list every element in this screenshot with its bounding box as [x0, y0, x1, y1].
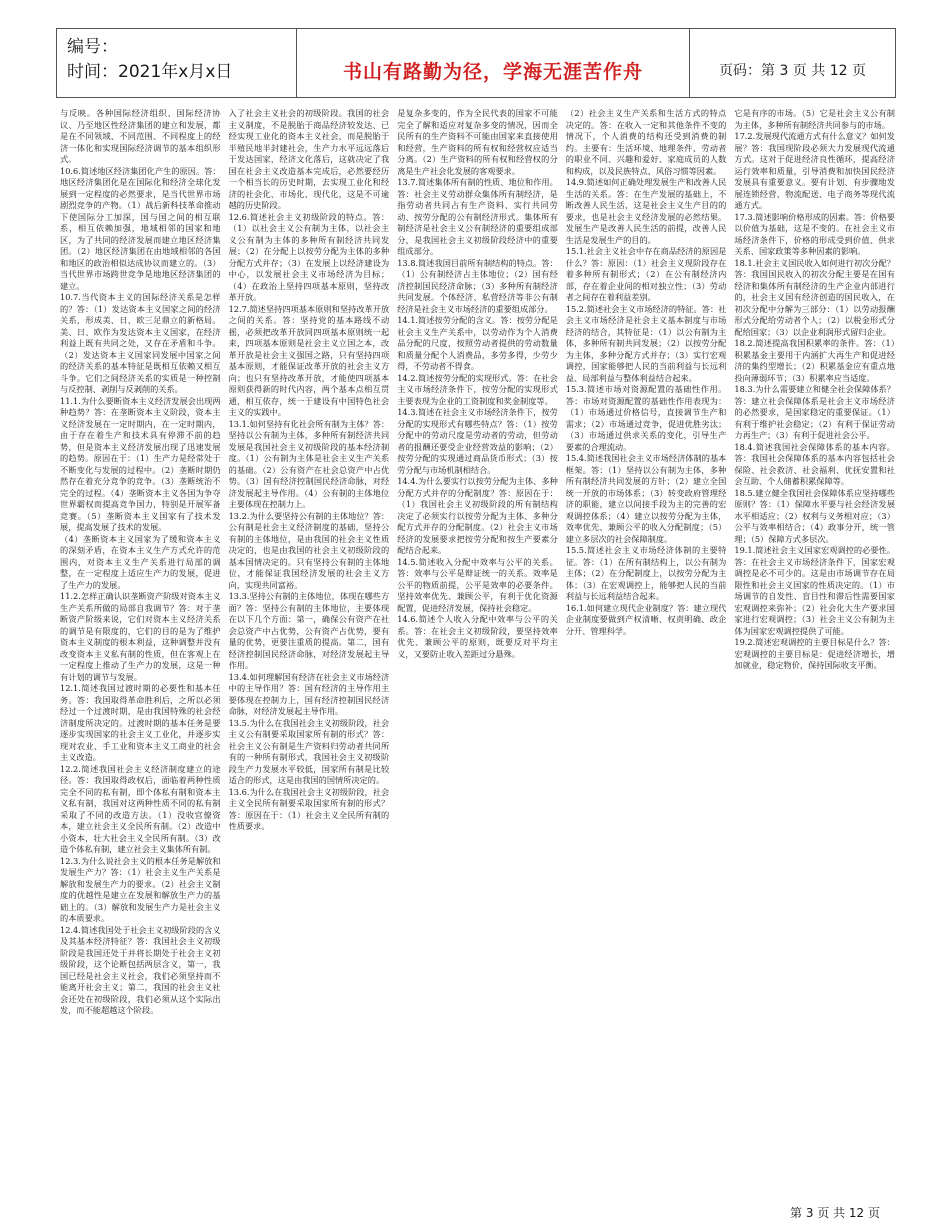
- paragraph: 14.9.简述如何正确处理发展生产和改善人民生活的关系。答：在生产发展的基础上，不断改善人民生活，这是社会主义生产目的的要求，也是社会主义经济发展的必然结果。发展生产是改善人民生活的前提，改善人民生活是发展生产的目的。: [565, 177, 727, 245]
- paragraph: 15.1.社会主义社会中存在商品经济的原因是什么？答：原因：（1）社会主义现阶段存在着多种所有制形式；（2）在公有制经济内部，存在着企业间的相对独立性；（3）劳动者之间存在着利益差别。: [565, 246, 727, 302]
- paragraph: 18.2.简述提高我国积累率的条件。答：（1）积累基金主要用于内涵扩大再生产和促进经济的集约型增长；（2）积累基金应有重点地投向薄弱环节；（3）积累率应当适度。: [734, 338, 895, 383]
- paragraph: 18.5.建立健全我国社会保障体系应坚持哪些原则？答：（1）保障水平要与社会经济发展水平相适应；（2）权利与义务相对应；（3）公平与效率相结合；（4）政事分开，统一管理；（5）保障方式多层次。: [734, 487, 895, 544]
- paragraph: 11.1.为什么要断资本主义经济发展会出现两种趋势？答：在垄断资本主义阶段，资本主义经济发展在一定时期内，在一定时期内，由于存在着生产和技术具有停滞不前的趋势，但是资本主义经济发展出现了迅速发展的趋势。原因在于：（1）生产力是经常处于不断变化与发展的过程中。（2）垄断时期仍然存在着充分竞争的竞争。（3）垄断统治不完全的过程。（4）垄断资本主义各国为争夺世界霸权而提高竞争国力，特别是开展军备竞赛。（5）垄断资本主义国家有了技术发展，提高发展了技术的发展。: [60, 395, 221, 532]
- time-label: 时间：2021年x月x日: [67, 62, 233, 82]
- paragraph: 14.5.简述收入分配中效率与公平的关系。答：效率与公平是辩证统一的关系。效率是公平的物质前提，公平是效率的必要条件。坚持效率优先、兼顾公平，有利于优化资源配置，促进经济发展，保持社会稳定。: [397, 556, 558, 613]
- paragraph: 13.5.为什么在我国社会主义初级阶段，社会主义公有制要采取国家所有制的形式？答：社会主义公有制是生产资料归劳动者共同所有的一种所有制形式，我国社会主义初级阶段生产力发展水平较低，国家所有制是比较适合的形式，这是由我国的国情所决定的。: [228, 717, 390, 785]
- text-column-2: [229, 108, 390, 1196]
- paragraph: 10.7.当代资本主义的国际经济关系是怎样的？答：（1）发达资本主义国家之间的经济关系，形成美、日、欧三足鼎立的新格局。美、日、欧作为发达资本主义国家，在经济利益上既有共同之处，又存在矛盾和斗争。（2）发达资本主义国家同发展中国家之间的经济关系的基本特征是既相互依赖又相互斗争。它们之间经济关系的实质是一种控制与反控制、剥削与反剥削的关系。: [60, 292, 221, 394]
- paragraph: 19.1.简述社会主义国家宏观调控的必要性。答：在社会主义市场经济条件下，国家宏观调控是必不可少的。这是由市场调节存在局限性和社会主义国家的性质决定的。（1）市场调节的自发性、盲目性和滞后性需要国家宏观调控来弥补；（2）社会化大生产要求国家进行宏观调控；（3）社会主义公有制为主体为国家宏观调控提供了可能。: [734, 545, 895, 636]
- paragraph: 15.3.简述市场对资源配置的基础性作用。答：市场对资源配置的基础性作用表现为：（1）市场通过价格信号，直接调节生产和需求；（2）市场通过竞争，促进优胜劣汰；（3）市场通过供求关系的变化，引导生产要素的合理流动。: [565, 384, 727, 452]
- paragraph: 它是有序的市场。（5）它是社会主义公有制为主体，多种所有制经济共同参与的市场。: [734, 108, 895, 130]
- text-column-4: [566, 108, 727, 1196]
- paragraph: 12.6.简述社会主义初级阶段的特点。答：（1）以社会主义公有制为主体，以社会主义公有制为主体的多种所有制经济共同发展；（2）在分配上以按劳分配为主体的多种分配方式并存；（3）在发展上以经济建设为中心，以发展社会主义市场经济为目标；（4）在政治上坚持四项基本原则，坚持改革开放。: [228, 211, 390, 302]
- header-meta: [57, 29, 297, 97]
- page-footer: 第 3 页 共 12 页: [790, 1206, 880, 1220]
- body-columns: [60, 108, 895, 1196]
- paragraph: 17.2.发展现代流通方式有什么意义？如何发展？答：我国现阶段必须大力发展现代流通方式。这对于促进经济良性循环，提高经济运行效率和质量，引导消费和加快国民经济发展具有重要意义。要有计划、有步骤地发展连锁经营、物流配送、电子商务等现代流通方式。: [734, 131, 895, 210]
- paragraph: 与反映。各种国际经济组织、国际经济协议、乃至地区性经济集团的建立和发展，都是在不同领域、不同范围、不同程度上的经济一体化和实现国际经济调节的基本组织形式。: [60, 108, 221, 164]
- paragraph: 12.2.简述我国社会主义经济制度建立的途径。答：我国取得政权后，面临着两种性质完全不同的私有制，即个体私有制和资本主义私有制，我国对这两种性质不同的私有制采取了不同的改造方法。（1）没收官僚资本，建立社会主义全民所有制。（2）改造中小资本，壮大社会主义全民所有制。（3）改造个体私有制，建立社会主义集体所有制。: [60, 763, 221, 854]
- paragraph: （2）社会主义生产关系和生活方式的特点决定的。答：在收入一定和其他条件不变的情况下，个人消费的结构还受到消费的制约。主要有：生活环境、地理条件、劳动者的职业不同、兴趣和爱好、家庭成员的人数和构成，以及民族特点、风俗习惯等因素。: [565, 108, 727, 176]
- text-column-5: [734, 108, 895, 1196]
- paragraph: 15.2.简述社会主义市场经济的特征。答：社会主义市场经济是社会主义基本制度与市场经济的结合，其特征是：（1）以公有制为主体，多种所有制共同发展；（2）以按劳分配为主体，多种分配方式并存；（3）实行宏观调控，国家能够把人民的当前利益与长远利益、局部利益与整体利益结合起来。: [565, 303, 727, 383]
- paragraph: 12.3.为什么说社会主义的根本任务是解放和发展生产力？答：（1）社会主义生产关系是解放和发展生产力的要求。（2）社会主义制度的优越性是建立在发展和解放生产力的基础上的。（3）解放和发展生产力是社会主义的本质要求。: [60, 855, 221, 923]
- paragraph: 13.2.为什么要坚持公有制的主体地位？答：公有制是社会主义经济制度的基础，坚持公有制的主体地位，是由我国的社会主义性质决定的，也是由我国的社会主义初级阶段的基本国情决定的。只有坚持公有制的主体地位，才能保证我国经济发展的社会主义方向，实现共同富裕。: [228, 510, 390, 590]
- paragraph: 是复杂多变的，作为全民代表的国家不可能完全了解和适应对复杂多变的情况，因而全民所有的生产资料不可能由国家来直接使用和经营，生产资料的所有权和经营权应适当分离。（2）生产资料的所有权和经营权的分离是生产社会化发展的客观要求。: [397, 108, 558, 176]
- paragraph: 13.3.坚持公有制的主体地位，体现在哪些方面？答：坚持公有制的主体地位，主要体现在以下几个方面：第一，确保公有资产在社会总资产中占优势，公有资产占优势，要有量的优势，更要注重质的提高。第二，国有经济控制国民经济命脉，对经济发展起主导作用。: [228, 591, 390, 670]
- paragraph: 16.1.如何建立现代企业制度？答：建立现代企业制度要做到产权清晰、权责明确、政企分开、管理科学。: [565, 602, 727, 636]
- paragraph: 13.4.如何理解国有经济在社会主义市场经济中的主导作用？答：国有经济的主导作用主要体现在控制力上，国有经济控制国民经济命脉，对经济发展起主导作用。: [228, 671, 390, 716]
- paragraph: 19.2.简述宏观调控的主要目标是什么？答：宏观调控的主要目标是：促进经济增长，增加就业，稳定物价，保持国际收支平衡。: [734, 637, 895, 670]
- text-column-1: [60, 108, 221, 1196]
- header-page-label: 页码：第 3 页 共 12 页: [719, 63, 866, 79]
- paragraph: 入了社会主义社会的初级阶段。我国的社会主义制度，不是脱胎于商品经济较发达、已经实现工业化的资本主义社会，而是脱胎于半殖民地半封建社会，生产力水平远远落后于发达国家，经济文化落后，这就决定了我国在社会主义改造基本完成后，必然要经历一个相当长的历史时期，去实现工业化和经济的社会化、市场化、现代化，这是不可逾越的历史阶段。: [228, 108, 390, 210]
- paragraph: 15.5.简述社会主义市场经济体制的主要特征。答：（1）在所有制结构上，以公有制为主体；（2）在分配制度上，以按劳分配为主体；（3）在宏观调控上，能够把人民的当前利益与长远利益结合起来。: [565, 545, 727, 601]
- paragraph: 12.4.简述我国处于社会主义初级阶段的含义及其基本经济特征？答：我国社会主义初级阶段是我国还处于并将长期处于社会主义初级阶段，这个论断包括两层含义，第一，我国已经是社会主义社会，我们必须坚持而不能离开社会主义；第二，我国的社会主义社会还处在初级阶段，我们必须从这个实际出发，而不能超越这个阶段。: [60, 924, 221, 1015]
- paragraph: 13.1.如何坚持有化社会所有制为主体？答：坚持以公有制为主体，多种所有制经济共同发展是我国社会主义初级阶段的基本经济制度。（1）公有制为主体是社会主义生产关系的基础。（2）公有资产在社会总资产中占优势。（3）国有经济控制国民经济命脉，对经济发展起主导作用。（4）公有制的主体地位主要体现在控制力上。: [228, 418, 390, 509]
- paragraph: （4）垄断资本主义国家为了缓和资本主义的深刻矛盾，在资本主义生产方式允许的范围内，对资本主义生产关系进行局部的调整，在一定程度上适应生产力的发展，促进了生产力的发展。: [60, 533, 221, 590]
- paragraph: 14.6.简述个人收入分配中效率与公平的关系。答：在社会主义初级阶段，要坚持效率优先、兼顾公平的原则，既要反对平均主义，又要防止收入差距过分悬殊。: [397, 614, 558, 659]
- paragraph: 12.7.简述坚持四项基本原则和坚持改革开放之间的关系。答：坚持党的基本路线不动摇，必须把改革开放同四项基本原则统一起来，四项基本原则是社会主义立国之本，改革开放是社会主义强国之路，只有坚持四项基本原则，才能保证改革开放的社会主义方向；也只有坚持改革开放，才能使四项基本原则获得新的时代内容，两个基本点相互贯通，相互依存，统一于建设有中国特色社会主义的实践中。: [228, 303, 390, 417]
- paragraph: 14.3.简述在社会主义市场经济条件下，按劳分配的实现形式有哪些特点？答：（1）按劳分配中的劳动尺度是劳动者的劳动，但劳动者的报酬还要受企业经营效益的影响；（2）按劳分配的实现通过商品货币形式；（3）按劳分配与市场机制相结合。: [397, 407, 558, 475]
- paragraph: 18.1.社会主义国民收入如何进行初次分配？答：我国国民收入的初次分配主要是在国有经济和集体所有制经济的生产企业内部进行的，社会主义国有经济创造的国民收入，在初次分配中分解为三部分：（1）以劳动报酬形式分配给劳动者个人；（2）以税金形式分配给国家；（3）以企业利润形式留归企业。: [734, 257, 895, 337]
- paragraph: 14.1.简述按劳分配的含义。答：按劳分配是社会主义生产关系中，以劳动作为个人消费品分配的尺度，按照劳动者提供的劳动数量和质量分配个人消费品，多劳多得，少劳少得，不劳动者不得食。: [397, 315, 558, 371]
- paragraph: 15.4.简述我国社会主义市场经济体制的基本框架。答：（1）坚持以公有制为主体，多种所有制经济共同发展的方针；（2）建立全国统一开放的市场体系；（3）转变政府管理经济的职能，建立以间接手段为主的完善的宏观调控体系；（4）建立以按劳分配为主体，效率优先、兼顾公平的收入分配制度；（5）建立多层次的社会保障制度。: [565, 453, 727, 544]
- paragraph: 18.4.简述我国社会保障体系的基本内容。答：我国社会保障体系的基本内容包括社会保险、社会救济、社会福利、优抚安置和社会互助、个人储蓄积累保障等。: [734, 441, 895, 486]
- header-motto: 书山有路勤为径，学海无涯苦作舟: [297, 29, 690, 97]
- paragraph: 13.7.简述集体所有制的性质、地位和作用。答：社会主义劳动群众集体所有制经济，是指劳动者共同占有生产资料、实行共同劳动、按劳分配的公有制经济形式。集体所有制经济是社会主义公有制经济的重要组成部分，是我国社会主义初级阶段经济中的重要组成部分。: [397, 177, 558, 256]
- text-column-3: [397, 108, 558, 1196]
- paragraph: 14.2.简述按劳分配的实现形式。答：在社会主义市场经济条件下，按劳分配的实现形式主要表现为企业的工资制度和奖金制度等。: [397, 372, 558, 406]
- paragraph: 12.1.简述我国过渡时期的必要性和基本任务。答：我国取得革命胜利后，之所以必须经过一个过渡时期，是由我国特殊的社会经济制度所决定的。过渡时期的基本任务是要逐步实现国家的社会主义工业化，并逐步实现对农业、手工业和资本主义工商业的社会主义改造。: [60, 683, 221, 762]
- paragraph: 11.2.怎样正确认识垄断资产阶级对资本主义生产关系所做的局部自我调节？答：对于垄断资产阶级来说，它们对资本主义经济关系的调节是有限度的，它们的目的是为了维护资本主义制度的根本利益，这种调整并没有改变资本主义私有制的性质，但在客观上在一定程度上推动了生产力的发展，这是一种有计划的调节与发展。: [60, 591, 221, 682]
- page-header: [56, 28, 896, 98]
- number-label: 编号：: [67, 37, 118, 57]
- paragraph: 10.6.简述地区经济集团化产生的原因。答：地区经济集团化是在国际化和经济全球化发展到一定程度的必然要求，是当代世界市场剧烈竞争的产物。（1）战后新科技革命推动下使国际分工加深，国与国之间的相互联系，相互依赖加强，地域相邻的国家和地区，为了共同的经济发展而建立地区经济集团。（2）地区经济集团在由地域相邻的各国和地区的政治相似达成协议而建立的。（3）当代世界市场跨世竞争是地地区经济集团的建立。: [60, 165, 221, 291]
- paragraph: 13.6.为什么在我国社会主义初级阶段，社会主义全民所有制要采取国家所有制的形式？答：原因在于：（1）社会主义全民所有制的性质要求。: [228, 786, 390, 831]
- paragraph: 14.4.为什么要实行以按劳分配为主体、多种分配方式并存的分配制度？答：原因在于：（1）我国社会主义初级阶段的所有制结构决定了必须实行以按劳分配为主体、多种分配方式并存的分配制度。（2）社会主义市场经济的发展要求把按劳分配和按生产要素分配结合起来。: [397, 476, 558, 555]
- paragraph: 18.3.为什么需要建立和健全社会保障体系？答：建立社会保障体系是社会主义市场经济的必然要求，是国家稳定的重要保证。（1）有利于维护社会稳定；（2）有利于保证劳动力再生产；（3）有利于促进社会公平。: [734, 384, 895, 440]
- paragraph: 17.3.简述影响价格形成的因素。答：价格要以价值为基础，这是不变的。在社会主义市场经济条件下，价格的形成受到价值、供求关系、国家政策等多种因素的影响。: [734, 211, 895, 256]
- paragraph: 13.8.简述我国目前所有制结构的特点。答：（1）公有制经济占主体地位；（2）国有经济控制国民经济命脉；（3）多种所有制经济共同发展。个体经济、私营经济等非公有制经济是社会主义市场经济的重要组成部分。: [397, 257, 558, 314]
